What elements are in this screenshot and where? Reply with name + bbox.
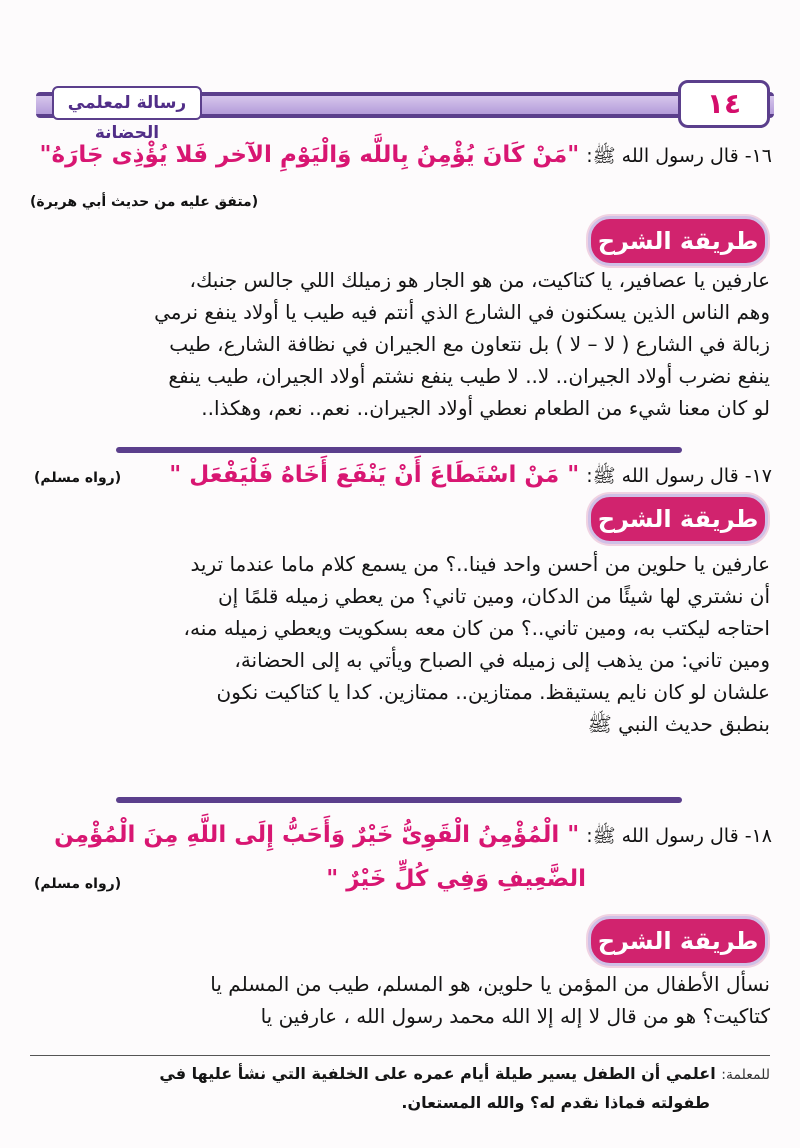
paragraph-line: ومين تاني: من يذهب إلى زميله في الصباح ويأتي به إلى الحضانة، — [234, 648, 770, 672]
hadith-16-prefix: ١٦- قال رسول الله ﷺ: — [586, 145, 772, 167]
hadith-17-prefix: ١٧- قال رسول الله ﷺ: — [586, 465, 772, 487]
hadith-16-source: (متفق عليه من حديث أبي هريرة) — [30, 194, 259, 210]
paragraph-line: علشان لو كان نايم يستيقظ. ممتازين.. ممتازين. كدا يا كتاكيت نكون — [216, 680, 770, 704]
hadith-18-text-line2: الضَّعِيفِ وَفِي كُلٍّ خَيْرٌ " — [326, 866, 586, 892]
header-title: رسالة لمعلمي الحضانة — [52, 86, 202, 120]
explanation-paragraph-2 — [28, 548, 770, 740]
hadith-18-prefix: ١٨- قال رسول الله ﷺ: — [586, 825, 772, 847]
teacher-note-label: للمعلمة: — [721, 1067, 770, 1083]
hadith-16 — [28, 140, 772, 171]
paragraph-line: بنطبق حديث النبي ﷺ — [587, 712, 770, 736]
teacher-note — [60, 1060, 770, 1117]
section-divider — [116, 797, 682, 803]
hadith-18-text-line1: " الْمُؤْمِنُ الْقَوِىُّ خَيْرٌ وَأَحَبُّ إِلَى اللَّهِ مِنَ الْمُؤْمِن — [54, 822, 580, 848]
paragraph-line: احتاجه ليكتب به، ومين تاني..؟ من كان معه بسكويت ويعطي زميله منه، — [183, 616, 770, 640]
paragraph-line: زبالة في الشارع ( لا – لا ) بل نتعاون مع الجيران في نظافة الشارع، طيب — [169, 332, 770, 356]
section-heading: طريقة الشرح — [588, 216, 768, 266]
paragraph-line: نسأل الأطفال من المؤمن يا حلوين، هو المسلم، طيب من المسلم يا — [210, 972, 770, 996]
paragraph-line: ينفع نضرب أولاد الجيران.. لا.. لا طيب ينفع نشتم أولاد الجيران، طيب ينفع — [168, 364, 770, 388]
section-heading: طريقة الشرح — [588, 494, 768, 544]
paragraph-line: وهم الناس الذين يسكنون في الشارع الذي أنتم فيه طيب يا أولاد ينفع نرمي — [154, 300, 770, 324]
hadith-18 — [28, 820, 772, 851]
page-number: ١٤ — [678, 80, 770, 128]
hadith-18-source: (رواه مسلم) — [34, 876, 122, 892]
teacher-note-line1: اعلمي أن الطفل يسير طيلة أيام عمره على الخلفية التي نشأ عليها في — [159, 1064, 716, 1083]
paragraph-line: عارفين يا عصافير، يا كتاكيت، من هو الجار هو زميلك اللي جالس جنبك، — [189, 268, 770, 292]
teacher-note-line2: طفولته فماذا نقدم له؟ والله المستعان. — [401, 1093, 710, 1112]
hadith-17-source: (رواه مسلم) — [34, 470, 122, 486]
paragraph-line: عارفين يا حلوين من أحسن واحد فينا..؟ من يسمع كلام ماما عندما تريد — [190, 552, 770, 576]
paragraph-line: كتاكيت؟ هو من قال لا إله إلا الله محمد رسول الله ، عارفين يا — [260, 1004, 770, 1028]
hadith-17-text: " مَنْ اسْتَطَاعَ أَنْ يَنْفَعَ أَخَاهُ فَلْيَفْعَل " — [169, 462, 580, 488]
footnote-rule — [30, 1055, 770, 1056]
explanation-paragraph-3 — [28, 968, 770, 1032]
explanation-paragraph-1 — [28, 264, 770, 424]
hadith-17 — [28, 460, 772, 491]
paragraph-line: لو كان معنا شيء من الطعام نعطي أولاد الجيران.. نعم.. نعم، وهكذا.. — [201, 396, 770, 420]
section-heading: طريقة الشرح — [588, 916, 768, 966]
hadith-16-text: "مَنْ كَانَ يُؤْمِنُ بِاللَّه وَالْيَوْمِ الآخر فَلا يُؤْذِى جَارَهُ" — [39, 142, 580, 168]
paragraph-line: أن نشتري لها شيئًا من الدكان، ومين تاني؟ من يعطي زميله قلمًا إن — [217, 584, 770, 608]
section-divider — [116, 447, 682, 453]
